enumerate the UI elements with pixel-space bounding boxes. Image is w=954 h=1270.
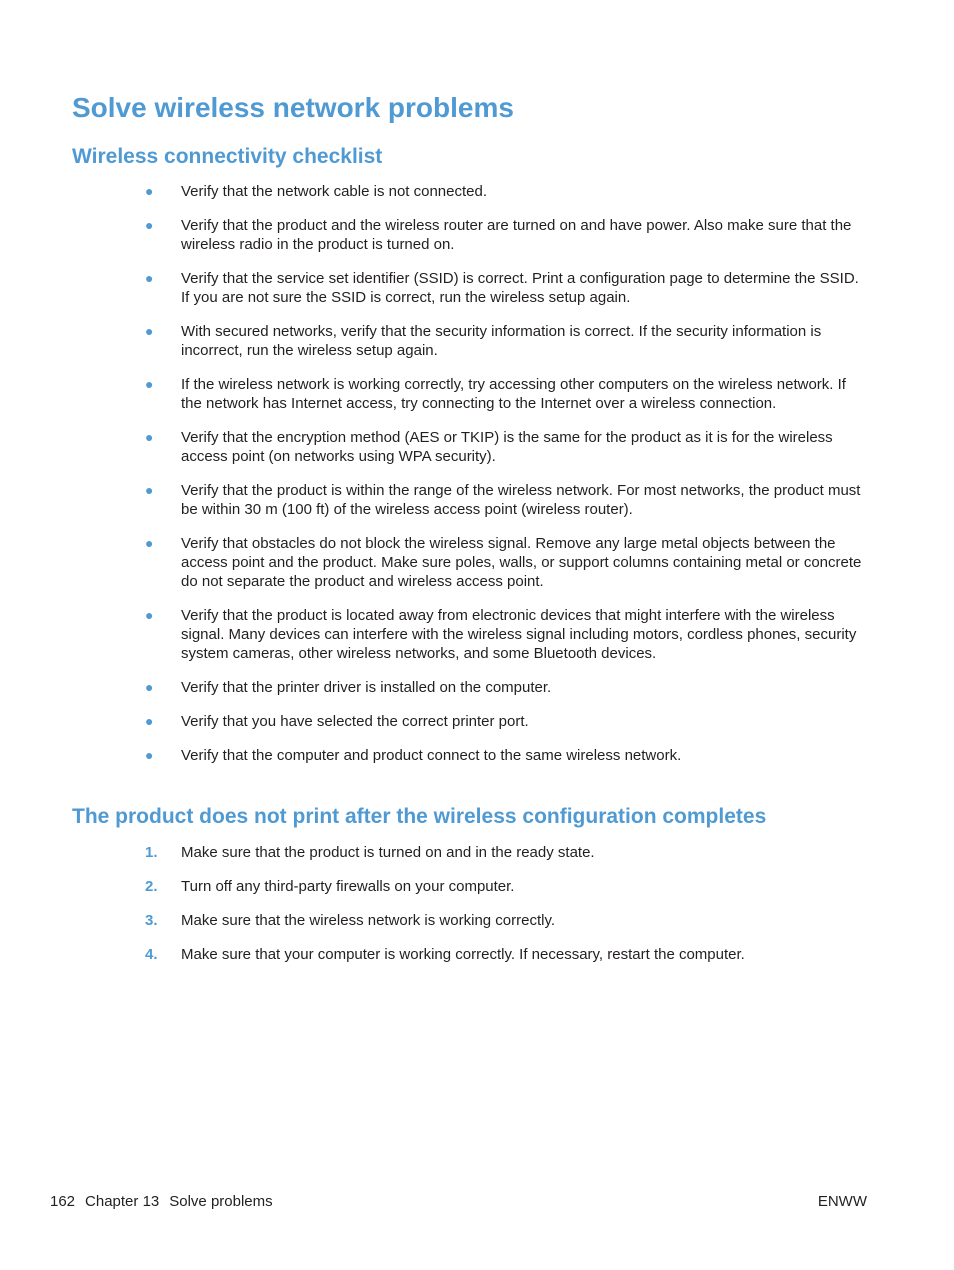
list-item — [0, 428, 954, 466]
bullet-icon: ● — [145, 482, 154, 498]
list-item-text: Verify that the service set identifier (SSID) is correct. Print a configuration page to determine the SSID. If you are not sure the SSID is correct, run the wireless setup again. — [181, 270, 859, 306]
step-text: Make sure that your computer is working correctly. If necessary, restart the computer. — [181, 946, 745, 963]
list-item — [0, 182, 954, 201]
bullet-icon: ● — [145, 679, 154, 695]
list-item-text: Verify that the product is within the range of the wireless network. For most networks, the product must be within 30 m (100 ft) of the wireless access point (wireless router). — [181, 482, 861, 518]
list-item-text: With secured networks, verify that the security information is correct. If the security information is incorrect, run the wireless setup again. — [181, 323, 822, 359]
list-item-text: Verify that the printer driver is installed on the computer. — [181, 679, 552, 696]
bullet-icon: ● — [145, 217, 154, 233]
bullet-icon: ● — [145, 270, 154, 286]
list-item — [0, 534, 954, 591]
list-item — [0, 269, 954, 307]
list-item — [0, 606, 954, 663]
step-number: 3. — [145, 912, 158, 929]
list-item-text: Verify that the product is located away from electronic devices that might interfere with the wireless signal. Many devices can interfere with the wireless signal including motors, cordless phones, security system cameras, other wireless networks, and some Bluetooth devices. — [181, 607, 857, 662]
page-footer — [50, 1192, 867, 1212]
page-title: Solve wireless network problems — [72, 92, 514, 123]
bullet-icon: ● — [145, 376, 154, 392]
bullet-icon: ● — [145, 323, 154, 339]
footer-right-label: ENWW — [817, 1193, 867, 1210]
list-item-text: Verify that the encryption method (AES or TKIP) is the same for the product as it is for the wireless access point (on networks using WPA security). — [181, 429, 833, 465]
list-item-text: Verify that you have selected the correct printer port. — [181, 713, 529, 730]
step-number: 1. — [145, 844, 158, 861]
bullet-icon: ● — [145, 747, 154, 763]
step-item — [0, 911, 954, 930]
chapter-label: Chapter 13 — [85, 1193, 160, 1210]
bullet-icon: ● — [145, 429, 154, 445]
list-item-text: Verify that the network cable is not connected. — [181, 183, 488, 200]
bullet-icon: ● — [145, 713, 154, 729]
step-number: 2. — [145, 878, 158, 895]
list-item-text: Verify that the computer and product connect to the same wireless network. — [181, 747, 682, 764]
step-item — [0, 877, 954, 896]
no-print-steps — [0, 843, 954, 979]
bullet-icon: ● — [145, 535, 154, 551]
bullet-icon: ● — [145, 607, 154, 623]
list-item-text: If the wireless network is working correctly, try accessing other computers on the wireless network. If the network has Internet access, try connecting to the Internet over a wireless connection. — [181, 376, 846, 412]
wireless-checklist — [0, 182, 954, 780]
list-item — [0, 746, 954, 765]
chapter-title: Solve problems — [169, 1193, 273, 1210]
step-number: 4. — [145, 946, 158, 963]
page-number: 162 — [50, 1193, 76, 1210]
list-item — [0, 481, 954, 519]
step-text: Turn off any third-party firewalls on your computer. — [181, 878, 515, 895]
step-text: Make sure that the wireless network is working correctly. — [181, 912, 556, 929]
bullet-icon: ● — [145, 183, 154, 199]
footer-left — [50, 1192, 283, 1212]
step-item — [0, 945, 954, 964]
section-heading-no-print: The product does not print after the wireless configuration completes — [72, 805, 767, 828]
list-item — [0, 712, 954, 731]
section-heading-checklist: Wireless connectivity checklist — [72, 145, 383, 168]
list-item — [0, 216, 954, 254]
step-text: Make sure that the product is turned on and in the ready state. — [181, 844, 595, 861]
list-item — [0, 322, 954, 360]
list-item — [0, 375, 954, 413]
list-item-text: Verify that the product and the wireless router are turned on and have power. Also make sure that the wireless radio in the product is turned on. — [181, 217, 852, 253]
list-item-text: Verify that obstacles do not block the wireless signal. Remove any large metal objects between the access point and the product. Make sure poles, walls, or support columns containing metal or concrete do not separate the product and wireless access point. — [181, 535, 862, 590]
step-item — [0, 843, 954, 862]
list-item — [0, 678, 954, 697]
